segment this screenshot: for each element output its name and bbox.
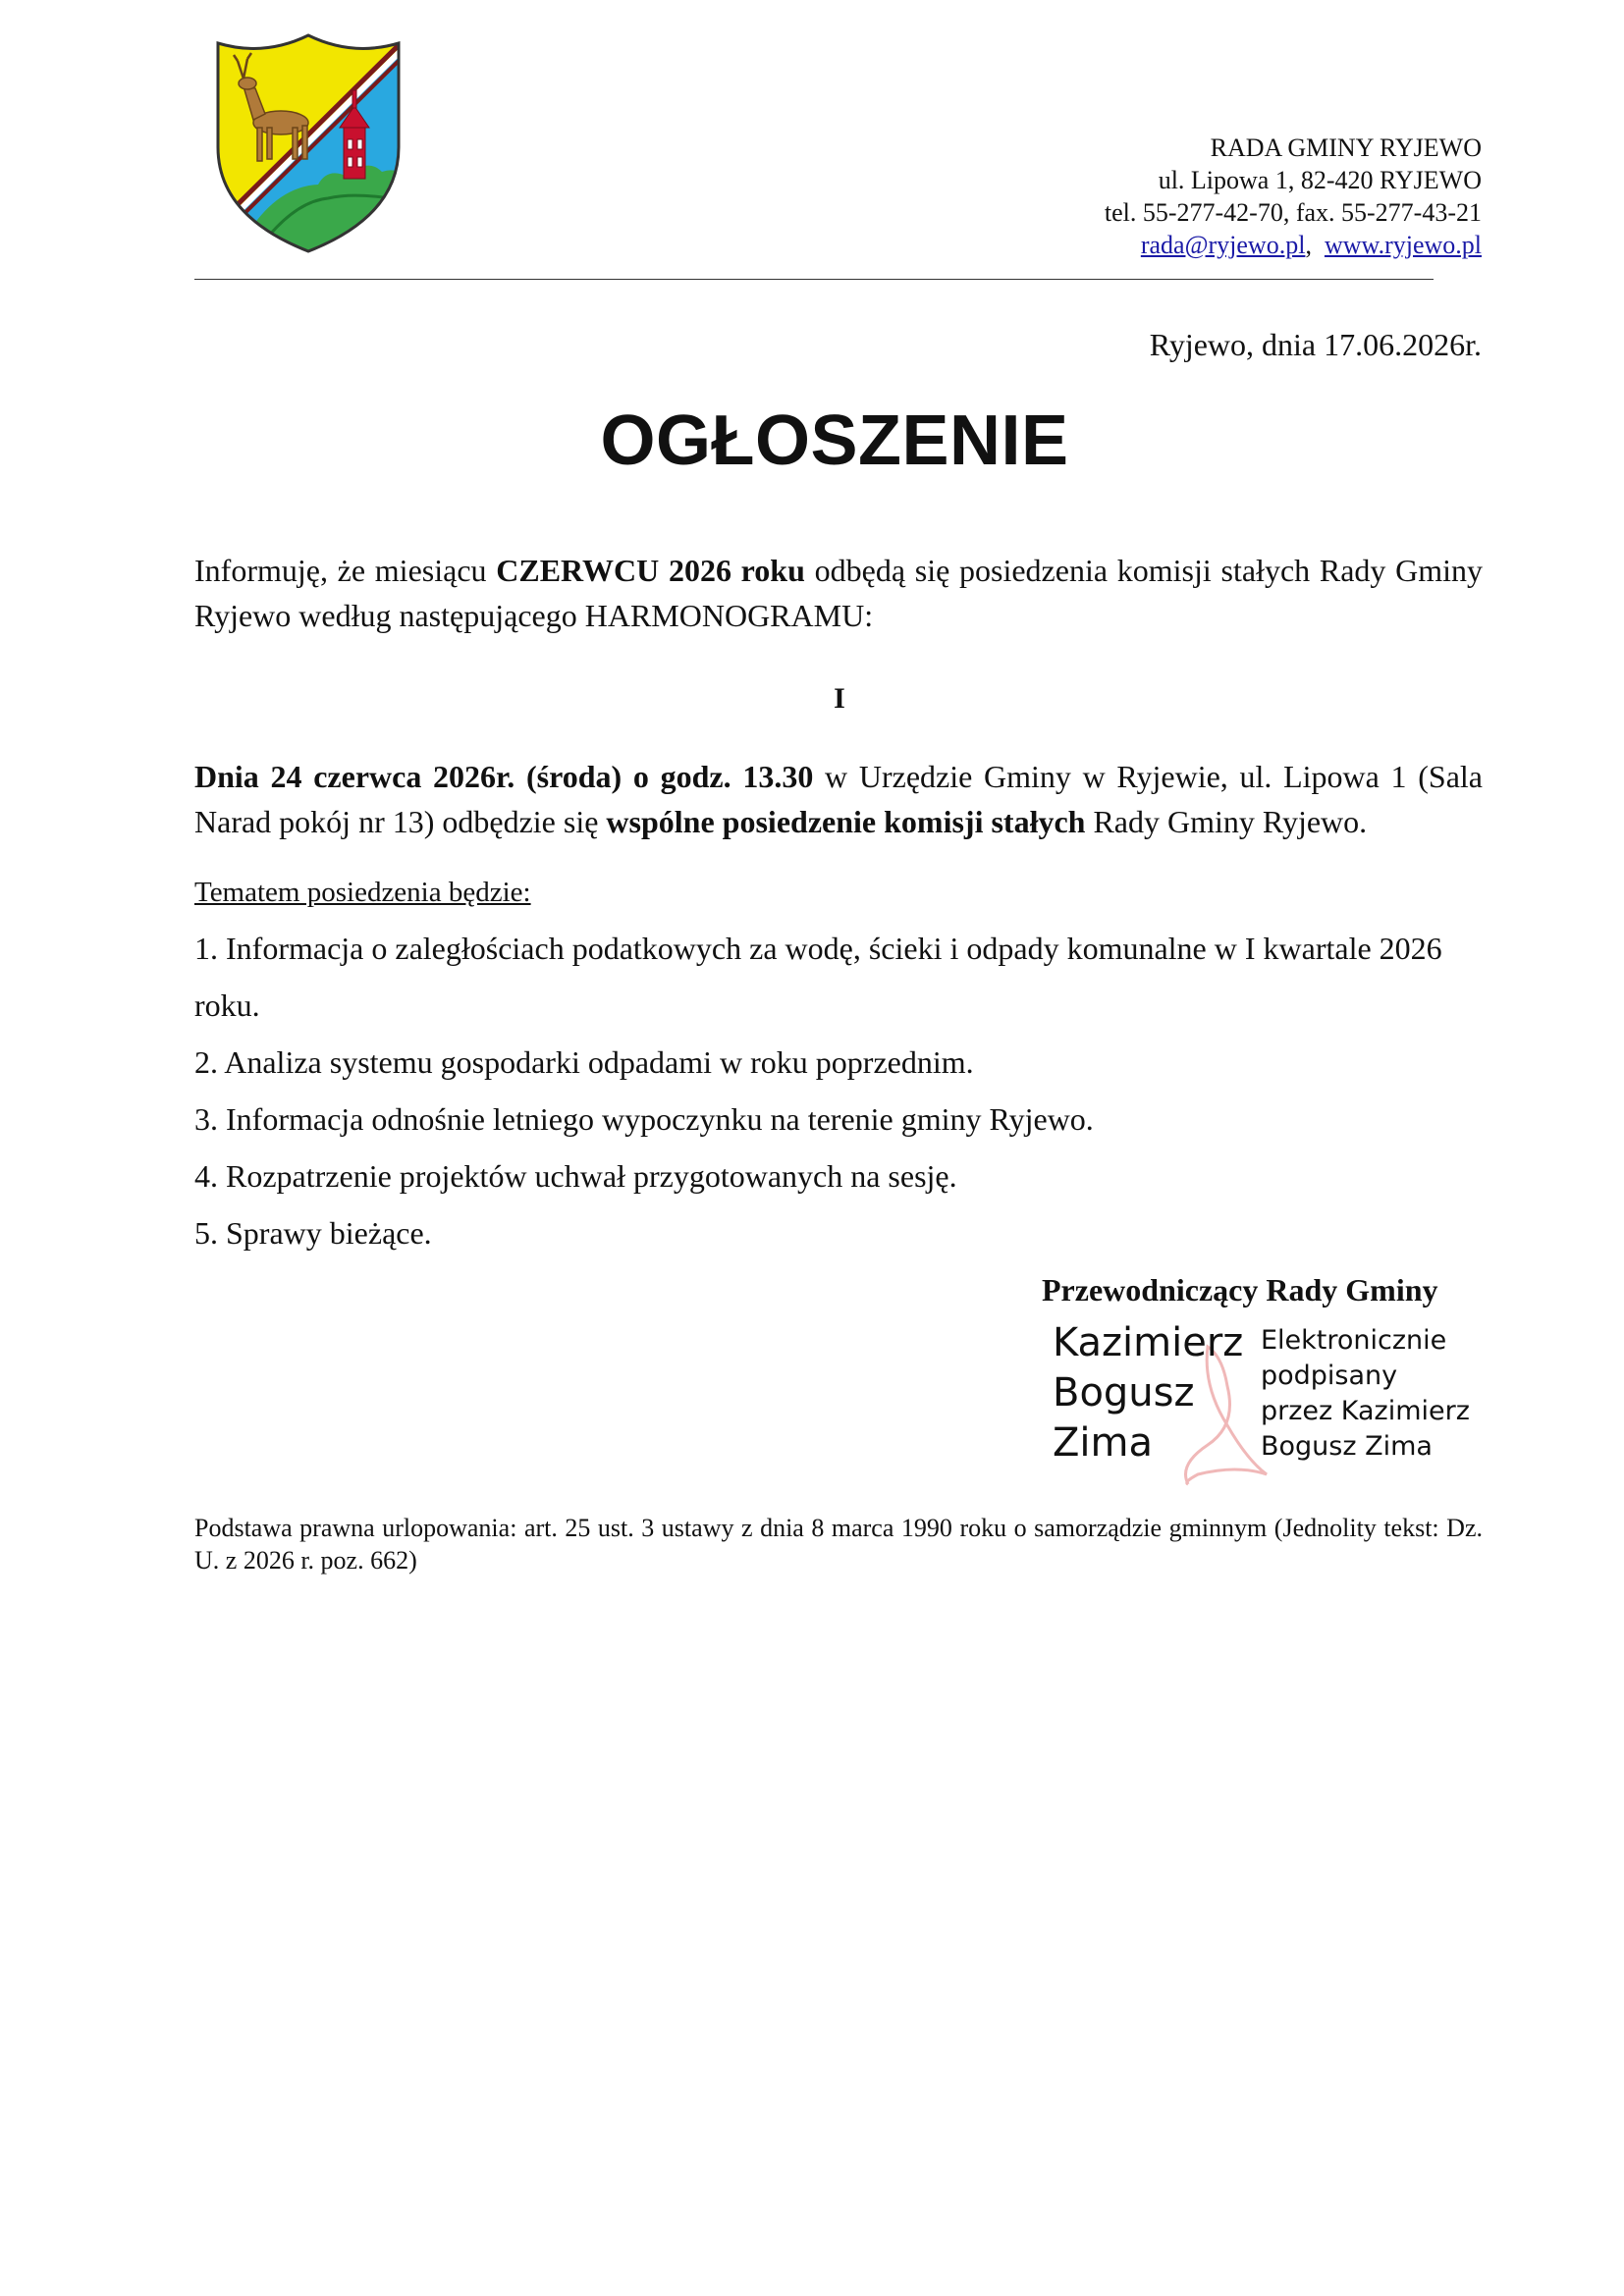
intro-month: CZERWCU 2026 roku [496,553,805,588]
legal-basis: Podstawa prawna urlopowania: art. 25 ust. 3 ustawy z dnia 8 marca 1990 roku o samorządzie gminnym (Jednolity tekst: Dz. U. z 2026 r. poz. 662) [194,1514,1483,1575]
agenda-item: roku. [194,988,260,1023]
agenda-item: 2. Analiza systemu gospodarki odpadami w roku poprzednim. [194,1044,974,1080]
intro-text-after: odbędą się posiedzenia komisji stałych Rady Gminy Ryjewo według następującego HARMONOGRAMU: [194,553,1484,633]
intro-paragraph [194,548,1483,638]
email-link[interactable]: rada@ryjewo.pl [1140,231,1306,259]
org-name: RADA GMINY RYJEWO [1210,133,1482,162]
phone-fax: tel. 55-277-42-70, fax. 55-277-43-21 [1104,198,1482,227]
meeting-location: w Urzędzie Gminy w Ryjewie, ul. Lipowa 1 (Sala Narad pokój nr 13) odbędzie się [194,759,1484,839]
intro-text-before: Informuję, że miesiącu [194,553,497,588]
agenda-item: 4. Rozpatrzenie projektów uchwał przygotowanych na sesję. [194,1158,957,1194]
section-number: I [834,682,845,715]
signature-note-line: Bogusz Zima [1261,1431,1433,1462]
link-separator: , [1305,231,1312,259]
agenda-item: 5. Sprawy bieżące. [194,1215,432,1251]
meeting-council: Rady Gminy Ryjewo. [1085,804,1368,839]
address: ul. Lipowa 1, 82-420 RYJEWO [1158,166,1482,194]
signature-name-line: Kazimierz [1053,1320,1244,1365]
topic-heading: Tematem posiedzenia będzie: [194,877,531,908]
signature-note-line: podpisany [1261,1361,1398,1391]
meeting-paragraph [194,754,1483,844]
document-date: Ryjewo, dnia 17.06.2026r. [1149,327,1482,362]
signature-name-line: Bogusz [1053,1370,1195,1415]
website-link[interactable]: www.ryjewo.pl [1324,231,1482,259]
agenda-item: 3. Informacja odnośnie letniego wypoczynku na terenie gminy Ryjewo. [194,1101,1094,1137]
document-title: OGŁOSZENIE [600,401,1069,480]
contact-links [1141,230,1482,261]
signatory-role: Przewodniczący Rady Gminy [1042,1272,1438,1308]
signature-name-line: Zima [1053,1420,1153,1466]
signature-note-line: przez Kazimierz [1261,1396,1470,1426]
header-divider [194,279,1434,280]
meeting-type: wspólne posiedzenie komisji stałych [606,804,1086,839]
agenda-item: 1. Informacja o zaległościach podatkowych za wodę, ścieki i odpady komunalne w I kwartale 2026 [194,931,1442,966]
signature-note-line: Elektronicznie [1261,1325,1447,1356]
meeting-datetime: Dnia 24 czerwca 2026r. (środa) o godz. 13.30 [194,759,814,794]
coat-of-arms-logo [210,29,406,255]
